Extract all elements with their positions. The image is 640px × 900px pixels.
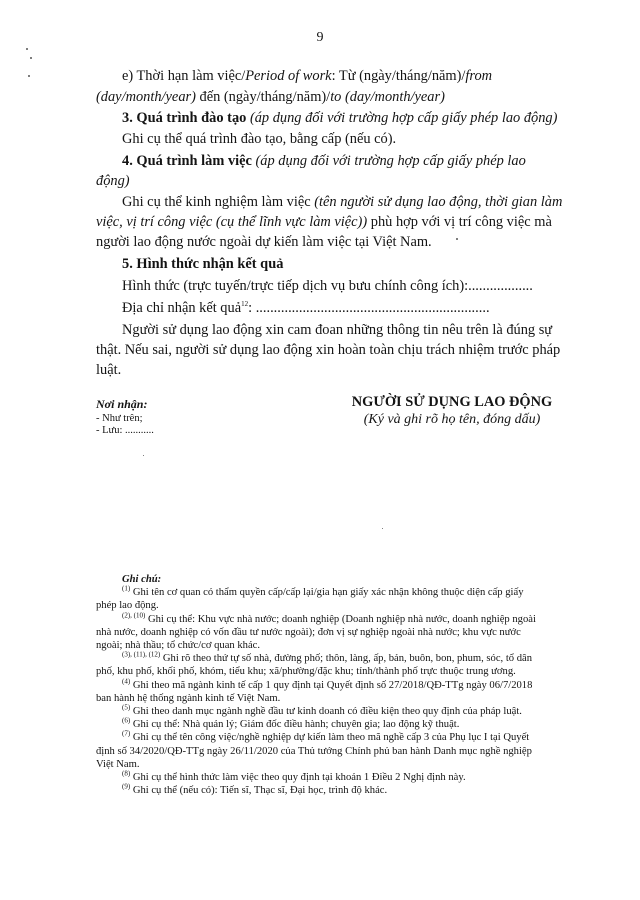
note-1-marker: (1): [122, 584, 131, 593]
commitment-line-1: Người sử dụng lao động xin cam đoan những thông tin nêu trên là đúng sự: [122, 322, 553, 338]
note-1-text: Ghi tên cơ quan có thẩm quyền cấp/cấp lại/gia hạn giấy xác nhận không thuộc diện cấp giấy: [130, 587, 524, 599]
note-5: [96, 705, 590, 718]
note-7-marker: (7): [122, 729, 131, 738]
signature-subtitle: (Ký và ghi rõ họ tên, đóng dấu): [363, 412, 541, 427]
scan-speck: [143, 455, 144, 456]
section-4-text-line-3: người lao động nước ngoài dự kiến làm việc tại Việt Nam.: [96, 234, 432, 250]
notes-title: Ghi chú:: [122, 574, 162, 585]
section-4-text-italic-2: việc, vị trí công việc (cụ thể lĩnh vực làm việc)): [96, 214, 368, 230]
section-4-title: 4. Quá trình làm việc: [122, 153, 252, 169]
result-address-dots: : .................................................................: [248, 300, 490, 316]
period-en: Period of work: [245, 68, 332, 84]
note-4-marker: (4): [122, 677, 131, 686]
note-6-marker: (6): [122, 716, 131, 725]
result-form-line: [122, 276, 588, 296]
commitment-line-2: thật. Nếu sai, người sử dụng lao động xin hoàn toàn chịu trách nhiệm trước pháp: [96, 342, 561, 358]
note-1: [96, 586, 590, 599]
page-number: 9: [316, 30, 324, 45]
note-3: [96, 652, 590, 665]
section-4-note: (áp dụng đối với trường hợp cấp giấy phép lao: [251, 153, 526, 169]
recipients-item-1: - Như trên;: [96, 413, 143, 424]
note-7: [96, 731, 590, 744]
note-5-marker: (5): [122, 703, 131, 712]
period-date-en: (day/month/year): [96, 89, 196, 105]
note-3-text: Ghi rõ theo thứ tự số nhà, đường phố; thôn, làng, ấp, bản, buôn, bon, phum, sóc, tổ dân: [160, 653, 533, 665]
note-7-cont-1: định số 34/2020/QĐ-TTg ngày 26/11/2020 của Thủ tướng Chính phủ ban hành Danh mục nghề nghiệp: [96, 745, 532, 757]
note-8-text: Ghi cụ thể hình thức làm việc theo quy định tại khoản 1 Điều 2 Nghị định này.: [130, 772, 466, 784]
scan-speck: [28, 75, 30, 77]
note-1-cont: phép lao động.: [96, 600, 159, 612]
note-8-marker: (8): [122, 769, 131, 778]
recipients-title: Nơi nhận:: [96, 397, 148, 411]
commitment-line-3: luật.: [96, 362, 122, 378]
period-from-en: from: [465, 68, 493, 84]
note-2-cont-2: ngoài; nhà thầu; tổ chức/cơ quan khác.: [96, 640, 261, 652]
result-form-dots: ..................: [468, 278, 533, 294]
scan-speck: [382, 528, 383, 529]
note-9-marker: (9): [122, 782, 131, 791]
period-line-2: [96, 87, 588, 107]
note-4: [96, 679, 590, 692]
section-4-text-rest: phù hợp với vị trí công việc mà: [367, 214, 552, 230]
result-form-label: Hình thức (trực tuyến/trực tiếp dịch vụ bưu chính công ích):: [122, 278, 469, 294]
note-5-text: Ghi theo danh mục ngành nghề đầu tư kinh doanh có điều kiện theo quy định của pháp luật.: [130, 706, 522, 718]
note-2-text: Ghi cụ thể: Khu vực nhà nước; doanh nghiệp (Doanh nghiệp nhà nước, doanh nghiệp ngoài: [145, 613, 536, 625]
section-4-heading-line-1: [122, 151, 588, 171]
note-7-cont-2: Việt Nam.: [96, 758, 140, 770]
note-3-marker: (3), (11), (12): [122, 650, 161, 659]
note-2-cont-1: nhà nước, doanh nghiệp có vốn đầu tư nước ngoài); đơn vị sự nghiệp ngoài nhà nước; khu vực nước: [96, 626, 521, 638]
result-address-footnote: 12: [241, 300, 249, 309]
section-4-text-line-2: [96, 212, 588, 232]
signature-title: NGƯỜI SỬ DỤNG LAO ĐỘNG: [351, 394, 553, 410]
section-3-note: (áp dụng đối với trường hợp cấp giấy phép lao động): [246, 110, 558, 126]
section-4-text-prefix: Ghi cụ thể kinh nghiệm làm việc: [122, 194, 315, 210]
note-8: [96, 771, 590, 784]
note-9: [96, 784, 590, 797]
section-4-text-italic: (tên người sử dụng lao động, thời gian làm: [314, 194, 563, 210]
notes-block: [96, 573, 590, 797]
note-3-cont: phố, khu phố, khối phố, khóm, tiểu khu; xã/phường/đặc khu; tỉnh/thành phố trực thuộc trung ương.: [96, 666, 516, 678]
section-4-text-line-1: [122, 192, 588, 212]
note-9-text: Ghi cụ thể (nếu có): Tiến sĩ, Thạc sĩ, Đại học, trình độ khác.: [130, 785, 388, 797]
note-2: [96, 613, 590, 626]
section-5-heading: 5. Hình thức nhận kết quả: [122, 256, 284, 272]
result-address-label: Địa chỉ nhận kết quả: [122, 300, 242, 316]
section-3-text: Ghi cụ thể quá trình đào tạo, bằng cấp (nếu có).: [122, 131, 397, 147]
period-to-en: to (day/month/year): [330, 89, 445, 105]
period-line-1: [122, 66, 588, 86]
note-6-text: Ghi cụ thể: Nhà quản lý; Giám đốc điều hành; chuyên gia; lao động kỹ thuật.: [130, 719, 460, 731]
period-from-label: : Từ (ngày/tháng/năm)/: [331, 68, 466, 84]
period-to-label: đến (ngày/tháng/năm)/: [195, 89, 331, 105]
recipients-item-2: - Lưu: ...........: [96, 425, 154, 436]
note-7-text: Ghi cụ thể tên công việc/nghề nghiệp dự kiến làm theo mã nghề cấp 3 của Phụ lục I tại Quyết: [130, 732, 530, 744]
section-3-title: 3. Quá trình đào tạo: [122, 110, 247, 126]
period-prefix: e) Thời hạn làm việc/: [122, 68, 246, 84]
note-6: [96, 718, 590, 731]
section-3-heading: [122, 108, 588, 128]
scan-speck: [26, 48, 28, 50]
result-address-line: [122, 298, 588, 318]
section-4-heading-line-2: động): [96, 173, 130, 189]
note-4-text: Ghi theo mã ngành kinh tế cấp 1 quy định tại Quyết định số 27/2018/QĐ-TTg ngày 06/7/2018: [130, 679, 533, 691]
note-4-cont: ban hành hệ thống ngành kinh tế Việt Nam.: [96, 692, 281, 704]
note-2-marker: (2), (10): [122, 611, 146, 620]
scan-speck: [30, 57, 32, 59]
